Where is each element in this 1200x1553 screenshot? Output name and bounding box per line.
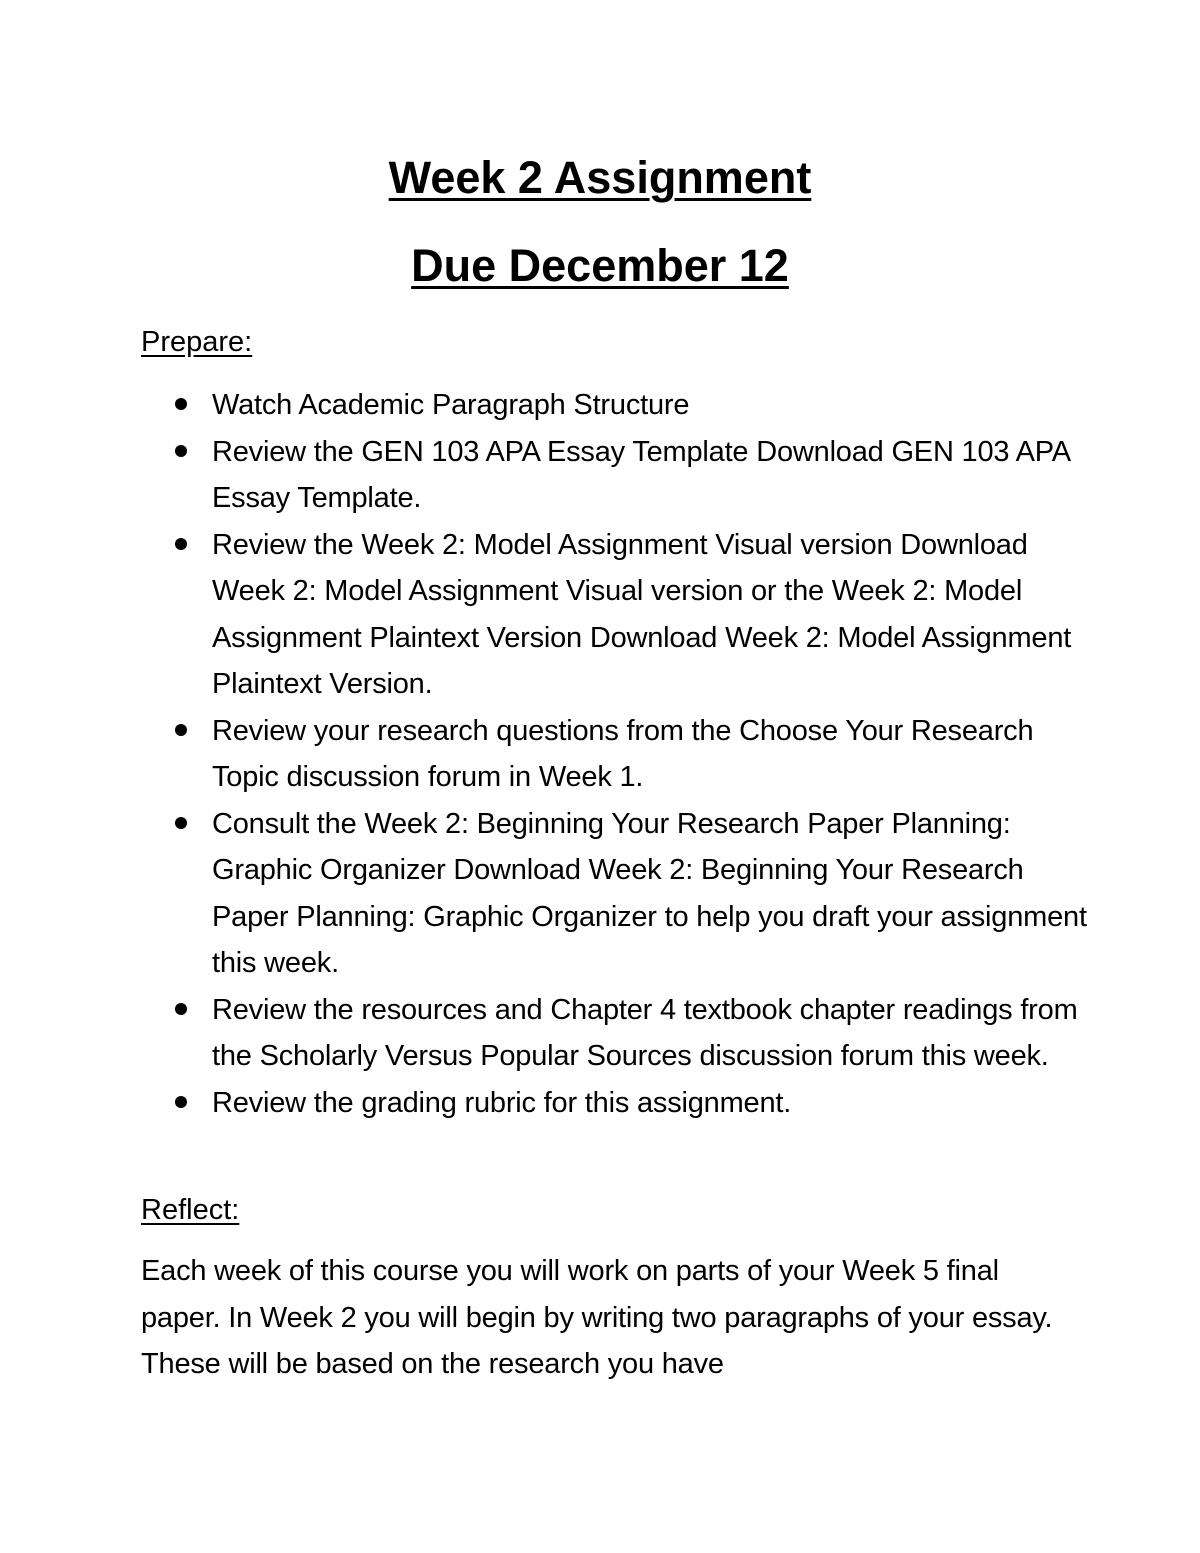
list-item: [141, 987, 1101, 1080]
reflect-heading: Reflect:: [141, 1194, 240, 1226]
prepare-heading: Prepare:: [141, 326, 253, 358]
list-item-text: Review your research questions from the Choose Your Research Topic discussion forum in Week 1.: [212, 714, 1034, 793]
bullet-icon: [175, 398, 187, 410]
due-date: Due December 12: [411, 240, 789, 291]
list-item: [141, 801, 1101, 987]
list-item-text: Review the resources and Chapter 4 textbook chapter readings from the Scholarly Versus Popular Sources discussion forum this week.: [212, 993, 1078, 1072]
bullet-icon: [175, 1096, 187, 1108]
list-item: [141, 522, 1101, 708]
bullet-icon: [175, 817, 187, 829]
list-item-text: Consult the Week 2: Beginning Your Research Paper Planning: Graphic Organizer Download Week 2: Beginning Your Research Paper Planning: Graphic Organizer to help you draft your assignment this week.: [212, 807, 1087, 979]
list-item-text: Review the grading rubric for this assignment.: [212, 1086, 792, 1119]
reflect-paragraph: Each week of this course you will work on parts of your Week 5 final paper. In Week 2 you will begin by writing two paragraphs of your essay. These will be based on the research you have: [141, 1255, 1053, 1380]
page-title: Week 2 Assignment: [388, 152, 812, 203]
bullet-icon: [175, 445, 187, 457]
prepare-list: [141, 382, 1101, 1126]
list-item-text: Review the GEN 103 APA Essay Template Download GEN 103 APA Essay Template.: [212, 435, 1070, 514]
list-item: [141, 429, 1101, 522]
list-item: [141, 382, 1101, 429]
list-item-text: Watch Academic Paragraph Structure: [212, 389, 690, 421]
list-item: [141, 1080, 1101, 1127]
bullet-icon: [175, 538, 187, 550]
list-item: [141, 708, 1101, 801]
list-item-text: Review the Week 2: Model Assignment Visual version Download Week 2: Model Assignment Visual version or the Week 2: Model Assignment Plaintext Version Download Week 2: Model Assignment Plaintext Version.: [212, 528, 1072, 700]
bullet-icon: [175, 724, 187, 736]
bullet-icon: [175, 1003, 187, 1015]
